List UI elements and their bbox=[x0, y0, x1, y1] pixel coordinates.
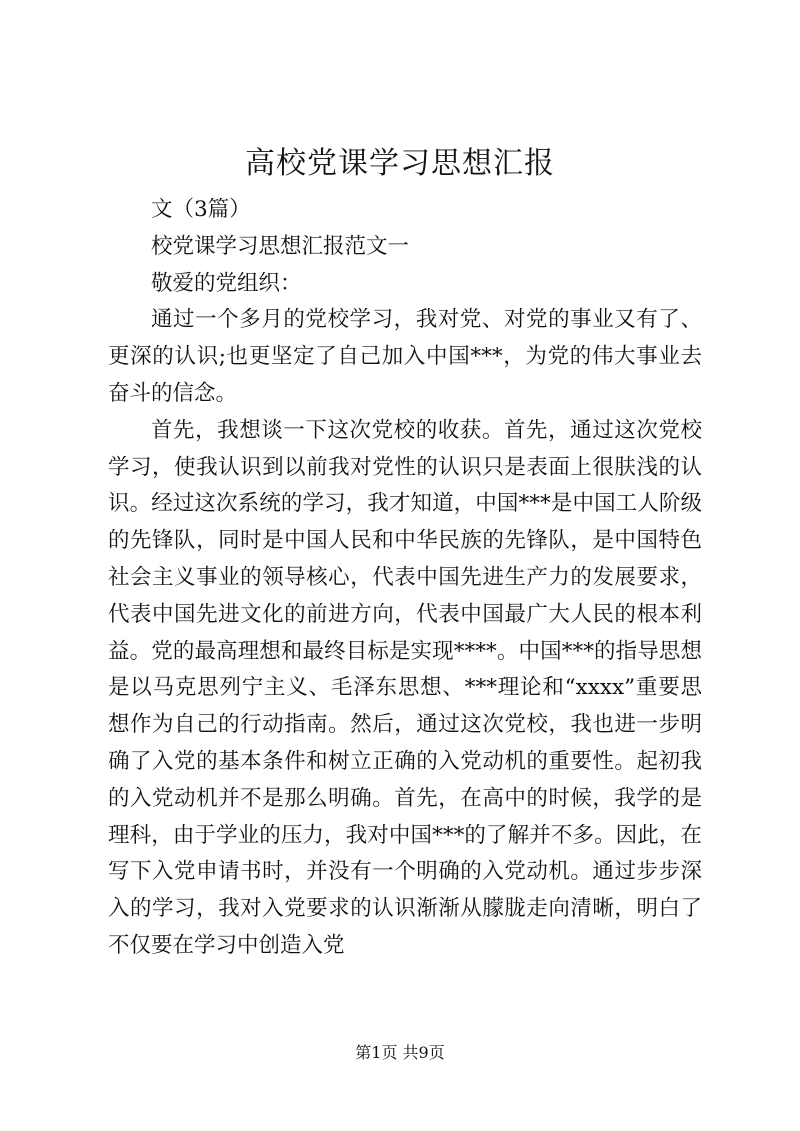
paragraph-body-1: 通过一个多月的党校学习，我对党、对党的事业又有了、更深的认识;也更坚定了自己加入中国***，为党的伟大事业去奋斗的信念。 bbox=[108, 307, 702, 406]
paragraph-section-heading: 校党课学习思想汇报范文一 bbox=[151, 233, 410, 259]
paragraph-subtitle: 文（3篇） bbox=[151, 197, 251, 222]
document-body bbox=[108, 192, 702, 965]
paragraph-body-2: 首先，我想谈一下这次党校的收获。首先，通过这次党校学习，使我认识到以前我对党性的认识只是表面上很肤浅的认识。经过这次系统的学习，我才知道，中国***是中国工人阶级的先锋队，同时是中国人民和中华民族的先锋队，是中国特色社会主义事业的领导核心，代表中国先进生产力的发展要求，代表中国先进文化的前进方向，代表中国最广大人民的根本利益。党的最高理想和最终目标是实现****。中国***的指导思想是以马克思列宁主义、毛泽东思想、***理论和“xxxx”重要思想作为自己的行动指南。然后，通过这次党校，我也进一步明确了入党的基本条件和树立正确的入党动机的重要性。起初我的入党动机并不是那么明确。首先，在高中的时候，我学的是理科，由于学业的压力，我对中国***的了解并不多。因此，在写下入党申请书时，并没有一个明确的入党动机。通过步步深入的学习，我对入党要求的认识渐渐从朦胧走向清晰，明白了不仅要在学习中创造入党 bbox=[108, 417, 702, 958]
page-footer: 第1页 共9页 bbox=[355, 1043, 445, 1062]
paragraph-salutation: 敬爱的党组织： bbox=[151, 270, 302, 296]
document-title: 高校党课学习思想汇报 bbox=[245, 146, 555, 181]
